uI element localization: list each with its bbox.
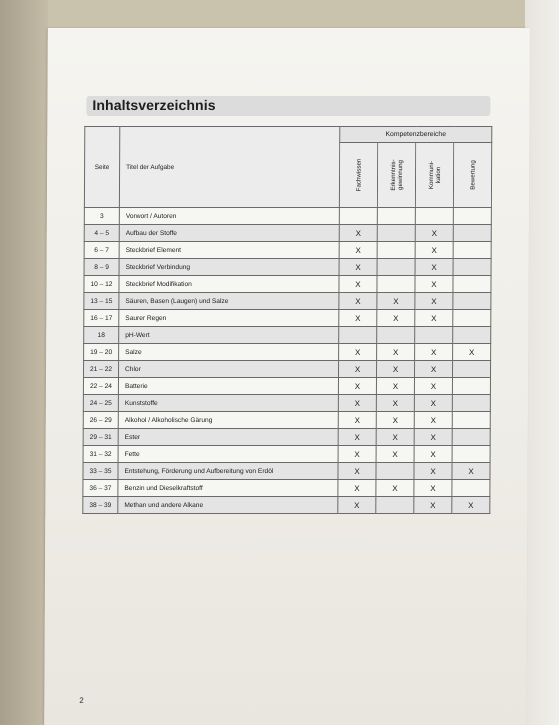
competency-mark: X	[376, 395, 414, 412]
row-pages: 19 – 20	[84, 344, 119, 361]
row-title: pH-Wert	[119, 327, 339, 344]
competency-mark	[453, 242, 491, 259]
row-pages: 21 – 22	[83, 361, 118, 378]
competency-label: Kommuni- kation	[427, 160, 442, 190]
table-row	[83, 446, 490, 463]
competency-mark	[376, 497, 414, 514]
background-shadow	[0, 0, 48, 725]
competency-mark: X	[338, 378, 376, 395]
row-title: Salze	[119, 344, 339, 361]
competency-mark	[453, 276, 491, 293]
competency-mark: X	[339, 276, 377, 293]
page-title: Inhaltsverzeichnis	[92, 97, 216, 113]
competency-label: Bewertung	[468, 160, 477, 190]
competency-mark	[453, 259, 491, 276]
row-title: Benzin und Dieselkraftstoff	[118, 480, 338, 497]
row-title: Steckbrief Verbindung	[119, 259, 339, 276]
table-row	[83, 429, 490, 446]
row-pages: 13 – 15	[84, 293, 119, 310]
table-row	[83, 412, 490, 429]
competency-mark: X	[414, 378, 452, 395]
column-header-competency	[453, 143, 491, 208]
row-title: Chlor	[118, 361, 338, 378]
competency-label: Fachwissen	[354, 158, 363, 192]
competency-mark: X	[452, 463, 490, 480]
row-pages: 38 – 39	[83, 497, 118, 514]
competency-mark	[377, 276, 415, 293]
competency-mark: X	[339, 225, 377, 242]
competency-mark: X	[338, 429, 376, 446]
competency-mark	[452, 446, 490, 463]
row-pages: 36 – 37	[83, 480, 118, 497]
row-title: Batterie	[118, 378, 338, 395]
competency-mark	[452, 361, 490, 378]
competency-mark	[452, 378, 490, 395]
competency-mark: X	[338, 361, 376, 378]
competency-mark: X	[414, 361, 452, 378]
column-header-titel: Titel der Aufgabe	[119, 127, 339, 208]
column-group-kompetenzbereiche: Kompetenzbereiche	[340, 127, 492, 143]
row-title: Steckbrief Element	[119, 242, 339, 259]
facing-page-edge	[525, 0, 559, 725]
competency-mark: X	[415, 259, 453, 276]
competency-mark	[415, 327, 453, 344]
competency-mark: X	[338, 446, 376, 463]
competency-mark	[453, 293, 491, 310]
column-header-competency	[415, 143, 453, 208]
table-row	[84, 310, 491, 327]
row-title: Alkohol / Alkoholische Gärung	[118, 412, 338, 429]
table-row	[84, 276, 491, 293]
row-pages: 8 – 9	[84, 259, 119, 276]
competency-mark: X	[415, 344, 453, 361]
column-header-competency	[339, 143, 377, 208]
competency-mark: X	[338, 463, 376, 480]
table-row	[84, 242, 491, 259]
table-row	[84, 208, 491, 225]
competency-mark: X	[338, 412, 376, 429]
competency-mark: X	[338, 480, 376, 497]
table-row	[83, 480, 490, 497]
competency-mark	[453, 327, 491, 344]
competency-mark	[452, 395, 490, 412]
competency-mark: X	[377, 293, 415, 310]
competency-mark	[377, 208, 415, 225]
row-title: Steckbrief Modifikation	[119, 276, 339, 293]
competency-mark: X	[415, 293, 453, 310]
competency-mark	[377, 242, 415, 259]
row-title: Saurer Regen	[119, 310, 339, 327]
competency-mark	[377, 259, 415, 276]
column-header-seite: Seite	[84, 127, 119, 208]
contents-table	[82, 126, 492, 514]
competency-mark: X	[414, 463, 452, 480]
competency-mark: X	[376, 361, 414, 378]
row-pages: 3	[84, 208, 119, 225]
table-row	[83, 497, 490, 514]
competency-mark: X	[376, 412, 414, 429]
competency-mark	[453, 225, 491, 242]
row-pages: 26 – 29	[83, 412, 118, 429]
competency-label: Erkenntnis- gewinnung	[389, 159, 404, 191]
competency-mark	[453, 310, 491, 327]
row-title: Ester	[118, 429, 338, 446]
row-pages: 10 – 12	[84, 276, 119, 293]
row-pages: 18	[84, 327, 119, 344]
row-title: Kunststoffe	[118, 395, 338, 412]
competency-mark	[376, 463, 414, 480]
table-row	[84, 293, 491, 310]
competency-mark: X	[339, 310, 377, 327]
competency-mark	[453, 208, 491, 225]
table-row	[83, 463, 490, 480]
competency-mark	[452, 429, 490, 446]
row-pages: 6 – 7	[84, 242, 119, 259]
competency-mark: X	[377, 310, 415, 327]
competency-mark: X	[415, 310, 453, 327]
column-header-competency	[377, 143, 415, 208]
competency-mark: X	[377, 344, 415, 361]
table-row	[84, 259, 491, 276]
competency-mark: X	[415, 225, 453, 242]
competency-mark: X	[338, 395, 376, 412]
competency-mark: X	[452, 497, 490, 514]
competency-mark	[452, 480, 490, 497]
row-pages: 24 – 25	[83, 395, 118, 412]
table-row	[83, 378, 490, 395]
competency-mark: X	[414, 480, 452, 497]
page-number: 2	[79, 696, 84, 705]
row-title: Entstehung, Förderung und Aufbereitung von Erdöl	[118, 463, 338, 480]
row-title: Säuren, Basen (Laugen) und Salze	[119, 293, 339, 310]
competency-mark: X	[453, 344, 491, 361]
competency-mark: X	[339, 293, 377, 310]
competency-mark	[339, 327, 377, 344]
competency-mark: X	[414, 412, 452, 429]
competency-mark: X	[376, 480, 414, 497]
row-pages: 33 – 35	[83, 463, 118, 480]
competency-mark: X	[414, 395, 452, 412]
row-title: Fette	[118, 446, 338, 463]
competency-mark: X	[415, 276, 453, 293]
table-row	[83, 395, 490, 412]
row-title: Aufbau der Stoffe	[119, 225, 339, 242]
competency-mark: X	[414, 497, 452, 514]
row-title: Vorwort / Autoren	[119, 208, 339, 225]
row-pages: 29 – 31	[83, 429, 118, 446]
row-pages: 16 – 17	[84, 310, 119, 327]
competency-mark: X	[339, 259, 377, 276]
row-pages: 22 – 24	[83, 378, 118, 395]
competency-mark: X	[339, 344, 377, 361]
table-row	[83, 361, 490, 378]
competency-mark	[377, 225, 415, 242]
competency-mark	[452, 412, 490, 429]
row-title: Methan und andere Alkane	[118, 497, 338, 514]
competency-mark: X	[376, 378, 414, 395]
row-pages: 4 – 5	[84, 225, 119, 242]
competency-mark: X	[376, 446, 414, 463]
competency-mark	[339, 208, 377, 225]
table-row	[84, 225, 491, 242]
competency-mark	[415, 208, 453, 225]
document-page	[44, 28, 530, 725]
competency-mark: X	[415, 242, 453, 259]
competency-mark: X	[376, 429, 414, 446]
table-row	[84, 327, 491, 344]
competency-mark	[377, 327, 415, 344]
competency-mark: X	[338, 497, 376, 514]
competency-mark: X	[339, 242, 377, 259]
row-pages: 31 – 32	[83, 446, 118, 463]
competency-mark: X	[414, 429, 452, 446]
competency-mark: X	[414, 446, 452, 463]
table-row	[84, 344, 491, 361]
